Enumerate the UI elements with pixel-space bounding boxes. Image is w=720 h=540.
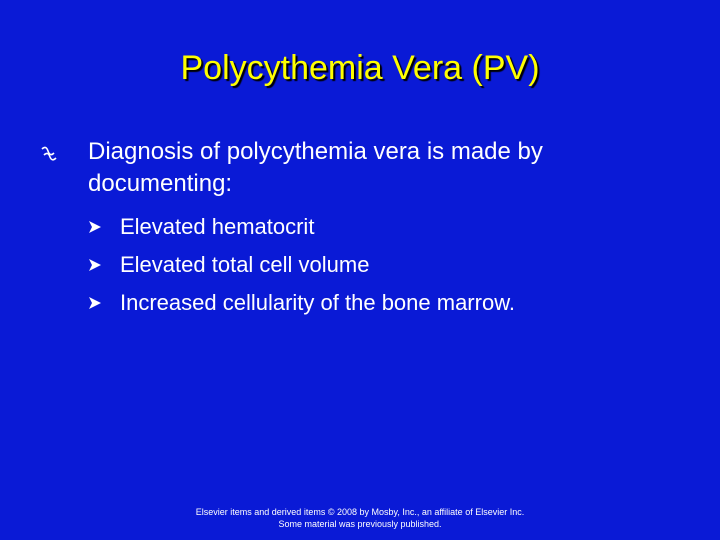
sub-bullet xyxy=(88,284,680,322)
double-curve-bullet-icon xyxy=(40,146,58,162)
main-bullet-text: Diagnosis of polycythemia vera is made by documenting: xyxy=(88,138,543,197)
slide-title: Polycythemia Vera (PV) xyxy=(180,49,540,87)
sub-bullet xyxy=(88,246,680,284)
sub-bullet-list xyxy=(40,208,680,322)
arrowhead-bullet-icon xyxy=(88,220,102,234)
main-bullet xyxy=(40,136,680,200)
footer-line-1: Elsevier items and derived items © 2008 by Mosby, Inc., an affiliate of Elsevier Inc. xyxy=(195,507,525,517)
sub-bullet xyxy=(88,208,680,246)
sub-bullet-text: Increased cellularity of the bone marrow. xyxy=(120,290,515,315)
bullet-list xyxy=(40,136,680,322)
footer-line-2: Some material was previously published. xyxy=(278,519,442,529)
arrowhead-bullet-icon xyxy=(88,296,102,310)
arrowhead-bullet-icon xyxy=(88,258,102,272)
copyright-footer xyxy=(0,506,720,530)
sub-bullet-text: Elevated total cell volume xyxy=(120,252,370,277)
sub-bullet-text: Elevated hematocrit xyxy=(120,214,315,239)
